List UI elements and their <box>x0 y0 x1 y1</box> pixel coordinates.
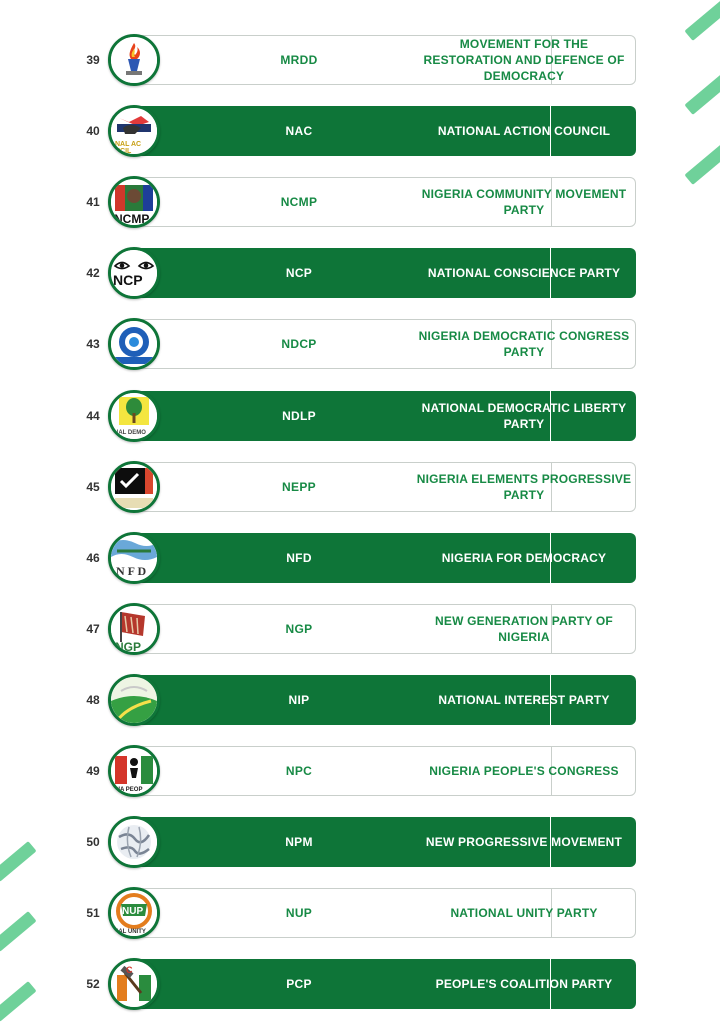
svg-text:NCP: NCP <box>113 272 143 289</box>
party-row <box>0 34 720 86</box>
party-row <box>0 887 720 939</box>
svg-text:NUP: NUP <box>122 906 144 918</box>
road-logo-icon <box>108 674 160 726</box>
party-full-name: NIGERIA DEMOCRATIC CONGRESS PARTY <box>418 329 630 360</box>
party-row <box>0 745 720 797</box>
party-abbreviation: NFD <box>286 550 312 565</box>
party-full-name: NIGERIA ELEMENTS PROGRESSIVE PARTY <box>416 471 632 502</box>
party-abbreviation: NCMP <box>280 195 318 210</box>
party-number: 39 <box>86 53 100 67</box>
party-abbreviation: NCP <box>285 266 313 281</box>
svg-text:NAL DEMO: NAL DEMO <box>114 429 146 436</box>
party-row <box>0 461 720 513</box>
party-abbreviation: NGP <box>285 621 313 636</box>
party-abbreviation: NDCP <box>281 337 317 352</box>
party-full-name: NATIONAL DEMOCRATIC LIBERTY PARTY <box>421 400 627 431</box>
svg-text:C: C <box>126 965 133 976</box>
party-abbreviation: NIP <box>288 692 310 707</box>
hand-logo-icon <box>108 105 160 157</box>
party-number: 49 <box>86 764 100 778</box>
party-number: 48 <box>86 692 100 707</box>
party-abbreviation: NAC <box>285 124 313 139</box>
party-row <box>0 532 720 584</box>
party-full-name: NATIONAL INTEREST PARTY <box>438 692 610 707</box>
flag-logo-icon <box>108 603 160 655</box>
hammer-logo-icon <box>108 958 160 1010</box>
npc-logo-icon <box>108 745 160 797</box>
party-number: 45 <box>86 479 100 494</box>
nup-logo-icon <box>108 887 160 939</box>
tree-logo-icon <box>108 390 160 442</box>
party-number: 42 <box>86 266 100 281</box>
party-number: 47 <box>86 621 100 636</box>
party-abbreviation: NPM <box>285 835 313 850</box>
party-number: 40 <box>86 124 100 139</box>
party-abbreviation: NPC <box>285 764 313 778</box>
party-abbreviation: NUP <box>285 906 313 921</box>
party-full-name: NIGERIA FOR DEMOCRACY <box>441 550 607 565</box>
party-abbreviation: NDLP <box>282 408 316 423</box>
svg-text:NCMP: NCMP <box>114 212 150 226</box>
party-number: 50 <box>86 835 100 850</box>
svg-text:NAL AC: NAL AC <box>115 141 142 149</box>
party-full-name: NATIONAL UNITY PARTY <box>450 906 598 921</box>
party-number: 46 <box>86 550 100 565</box>
globe-logo-icon <box>108 816 160 868</box>
party-row <box>0 318 720 370</box>
svg-text:N F D: N F D <box>116 563 147 578</box>
svg-text:RIA PEOP: RIA PEOP <box>114 787 143 793</box>
party-full-name: PEOPLE'S COALITION PARTY <box>435 977 613 992</box>
party-number: 51 <box>86 906 100 921</box>
party-full-name: NIGERIA PEOPLE'S CONGRESS <box>429 764 619 778</box>
party-full-name: NEW GENERATION PARTY OF NIGERIA <box>435 613 613 644</box>
nfd-logo-icon <box>108 532 160 584</box>
party-row <box>0 176 720 228</box>
svg-text:NCIL: NCIL <box>115 148 132 155</box>
ncmp-logo-icon <box>108 176 160 228</box>
party-number: 43 <box>86 337 100 352</box>
party-abbreviation: NEPP <box>282 479 316 494</box>
ncp-eyes-logo-icon <box>108 247 160 299</box>
party-full-name: NATIONAL CONSCIENCE PARTY <box>427 266 621 281</box>
svg-text:NGP: NGP <box>115 639 142 652</box>
party-abbreviation: MRDD <box>280 53 318 67</box>
party-number: 41 <box>86 195 100 210</box>
party-full-name: NEW PROGRESSIVE MOVEMENT <box>425 835 623 850</box>
party-full-name: MOVEMENT FOR THE RESTORATION AND DEFENCE OF DEMOCRACY <box>423 37 625 83</box>
party-full-name: NATIONAL ACTION COUNCIL <box>437 124 611 139</box>
torch-logo-icon <box>108 34 160 86</box>
party-row <box>0 958 720 1010</box>
party-row <box>0 816 720 868</box>
party-row <box>0 603 720 655</box>
party-row <box>0 247 720 299</box>
seal-logo-icon <box>108 318 160 370</box>
party-abbreviation: PCP <box>286 977 312 992</box>
party-row <box>0 390 720 442</box>
svg-text:NAL UNITY: NAL UNITY <box>114 929 146 936</box>
checkmark-logo-icon <box>108 461 160 513</box>
party-number: 52 <box>86 977 100 992</box>
party-number: 44 <box>86 408 100 423</box>
party-row <box>0 674 720 726</box>
party-row <box>0 105 720 157</box>
party-full-name: NIGERIA COMMUNITY MOVEMENT PARTY <box>421 187 627 218</box>
